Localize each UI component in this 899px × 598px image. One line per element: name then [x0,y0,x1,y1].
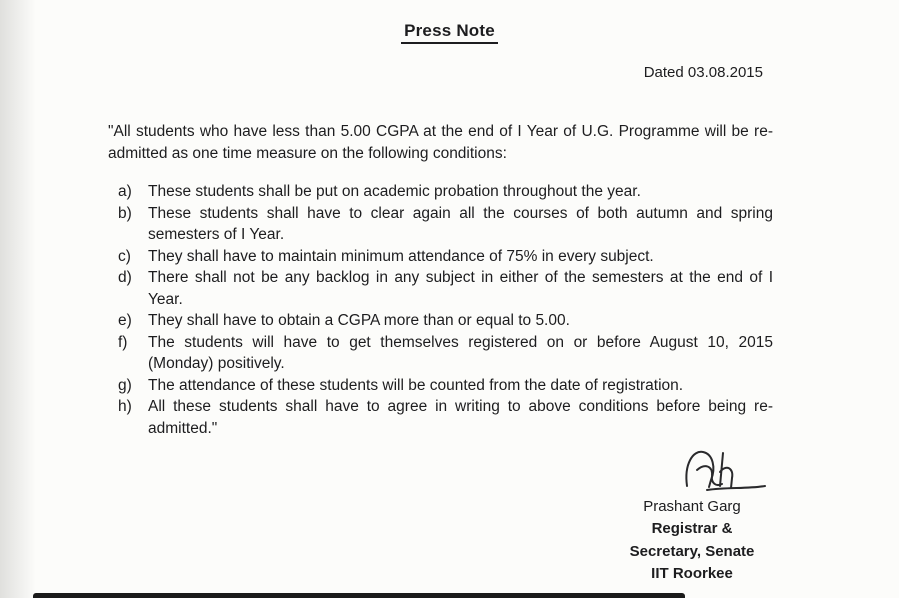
condition-text: These students shall be put on academic probation throughout the year. [148,183,641,200]
condition-item [118,267,773,310]
condition-label: c) [118,247,131,265]
condition-text: All these students shall have to agree in writing to above conditions before being re-admitted." [148,398,773,437]
condition-label: d) [118,269,132,286]
condition-item [118,203,773,246]
signature [677,446,769,494]
condition-text: They shall have to maintain minimum attendance of 75% in every subject. [148,247,654,265]
condition-label: g) [118,376,132,394]
scan-artifact-bottom-edge [33,593,685,598]
signature-block [597,446,787,586]
condition-label: e) [118,312,132,329]
page-title-text: Press Note [401,21,498,44]
condition-item [118,310,773,332]
condition-item [118,246,773,268]
condition-text: There shall not be any backlog in any subject in either of the semesters at the end of I Year. [148,269,773,308]
signatory-name: Prashant Garg [643,498,741,515]
signatory-title-line: Registrar & [651,520,733,537]
condition-text: They shall have to obtain a CGPA more than or equal to 5.00. [148,312,570,329]
condition-text: The attendance of these students will be counted from the date of registration. [148,376,684,394]
condition-text: The students will have to get themselves registered on or before August 10, 2015 (Monday) positively. [148,333,773,372]
date-line: Dated 03.08.2015 [643,64,763,81]
scan-shadow-left [0,0,36,598]
condition-label: f) [118,333,128,351]
condition-item [118,375,773,397]
condition-label: h) [118,398,132,415]
page-title [0,0,899,44]
signatory-title-line: Secretary, Senate [629,542,755,560]
intro-paragraph: "All students who have less than 5.00 CGPA at the end of I Year of U.G. Programme will be re-admitted as one time measure on the following conditions: [108,123,773,162]
condition-item [118,396,773,439]
condition-label: b) [118,204,132,222]
signatory-title-line: IIT Roorkee [651,565,733,582]
condition-text: These students shall have to clear again all the courses of both autumn and spring semesters of I Year. [148,204,773,243]
condition-label: a) [118,183,132,200]
conditions-list [118,181,773,439]
condition-item [118,332,773,375]
condition-item [118,181,773,203]
